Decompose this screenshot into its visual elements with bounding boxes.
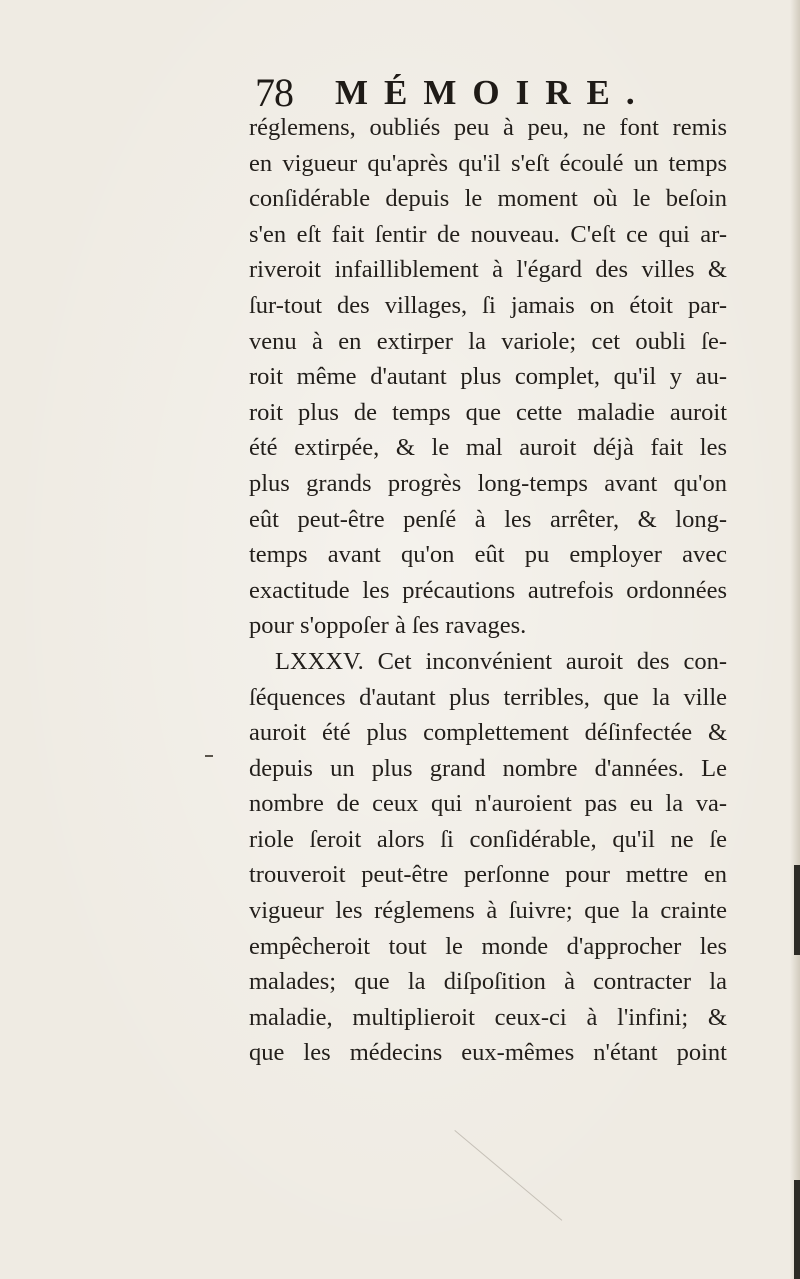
text-line: malades; que la diſpoſition à contracter la	[249, 968, 727, 996]
text-line: roit plus de temps que cette maladie auroit	[249, 398, 727, 426]
text-line: trouveroit peut-être perſonne pour mettre en	[249, 861, 727, 889]
text-line: auroit été plus complettement déſinfectée &	[249, 719, 727, 747]
text-line: riveroit infailliblement à l'égard des villes &	[249, 256, 727, 284]
text-line: riole ſeroit alors ſi conſidérable, qu'il ne ſe	[249, 825, 727, 853]
text-line: nombre de ceux qui n'auroient pas eu la va-	[249, 790, 727, 818]
text-line: temps avant qu'on eût pu employer avec	[249, 541, 727, 569]
text-line: exactitude les précautions autrefois ordonnées	[249, 576, 727, 604]
text-line: roit même d'autant plus complet, qu'il y au-	[249, 363, 727, 391]
text-line: que les médecins eux-mêmes n'étant point	[249, 1039, 727, 1067]
text-line: ſur-tout des villages, ſi jamais on étoit par-	[249, 291, 727, 319]
text-line: depuis un plus grand nombre d'années. Le	[249, 754, 727, 782]
edge-mark	[794, 865, 800, 955]
text-line: réglemens, oubliés peu à peu, ne font remis	[249, 114, 727, 141]
page-number: 78	[255, 70, 293, 115]
text-line: empêcheroit tout le monde d'approcher les	[249, 932, 727, 960]
text-line: plus grands progrès long-temps avant qu'on	[249, 469, 727, 497]
text-line: maladie, multiplieroit ceux-ci à l'infini; &	[249, 1003, 727, 1031]
text-line: en vigueur qu'après qu'il s'eſt écoulé un temps	[249, 149, 727, 177]
text-line: conſidérable depuis le moment où le beſoin	[249, 185, 727, 213]
text-line: s'en eſt fait ſentir de nouveau. C'eſt ce qui ar-	[249, 220, 727, 248]
text-line: vigueur les réglemens à ſuivre; que la crainte	[249, 897, 727, 925]
paragraph-end-line: pour s'oppoſer à ſes ravages.	[249, 612, 527, 640]
edge-mark	[794, 1180, 800, 1279]
section-start-line: LXXXV. Cet inconvénient auroit des con-	[275, 647, 727, 675]
body-text	[249, 110, 727, 1071]
margin-mark	[205, 755, 213, 757]
text-line: venu à en extirper la variole; cet oubli ſe-	[249, 327, 727, 355]
paper-crease	[454, 1130, 562, 1221]
page-edge	[790, 0, 800, 1279]
text-line: ſéquences d'autant plus terribles, que la ville	[249, 683, 727, 711]
running-title: MÉMOIRE.	[335, 73, 651, 112]
text-line: été extirpée, & le mal auroit déjà fait les	[249, 434, 727, 462]
text-line: eût peut-être penſé à les arrêter, & long-	[249, 505, 727, 533]
